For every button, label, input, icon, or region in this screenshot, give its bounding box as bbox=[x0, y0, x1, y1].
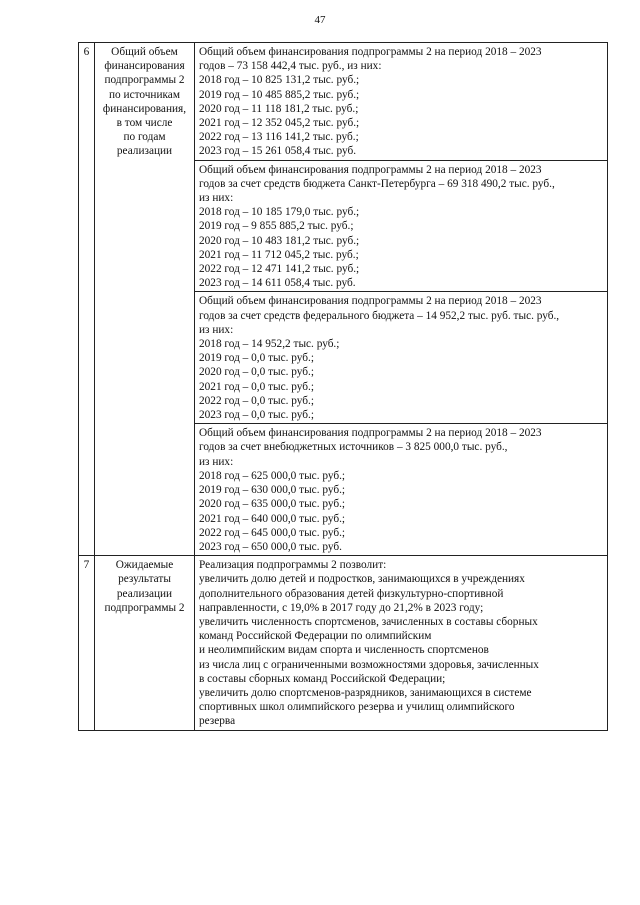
table-row-7 bbox=[79, 556, 608, 730]
table-row-6 bbox=[79, 43, 608, 161]
year-amount: 2023 год – 650 000,0 тыс. руб. bbox=[199, 540, 342, 553]
result-line: в составы сборных команд Российской Федерации; bbox=[199, 672, 446, 685]
row-label-financing bbox=[95, 43, 195, 556]
year-amount: 2022 год – 12 471 141,2 тыс. руб.; bbox=[199, 263, 360, 276]
result-line: спортивных школ олимпийского резерва и училищ олимпийского bbox=[199, 701, 515, 714]
year-amount: 2019 год – 10 485 885,2 тыс. руб.; bbox=[199, 88, 360, 101]
label-line: реализации bbox=[116, 587, 173, 600]
page-number: 47 bbox=[314, 14, 326, 26]
label-line: по источникам bbox=[109, 88, 180, 101]
label-line: подпрограммы 2 bbox=[104, 601, 185, 614]
block-heading-line: годов за счет средств бюджета Санкт-Петербурга – 69 318 490,2 тыс. руб., bbox=[199, 177, 555, 190]
result-line: Реализация подпрограммы 2 позволит: bbox=[199, 559, 387, 572]
label-line: результаты bbox=[118, 573, 171, 586]
expected-results-text bbox=[195, 556, 608, 730]
year-amount: 2020 год – 11 118 181,2 тыс. руб.; bbox=[199, 102, 359, 115]
year-amount: 2022 год – 13 116 141,2 тыс. руб.; bbox=[199, 131, 359, 144]
result-line: резерва bbox=[199, 715, 236, 728]
year-amount: 2018 год – 10 825 131,2 тыс. руб.; bbox=[199, 74, 360, 87]
block-heading-line: годов – 73 158 442,4 тыс. руб., из них: bbox=[199, 60, 382, 73]
year-amount: 2018 год – 14 952,2 тыс. руб.; bbox=[199, 338, 340, 351]
block-heading-line: из них: bbox=[199, 323, 234, 336]
result-line: команд Российской Федерации по олимпийским bbox=[199, 630, 432, 643]
label-line: финансирования bbox=[104, 60, 185, 73]
year-amount: 2021 год – 0,0 тыс. руб.; bbox=[199, 380, 314, 393]
year-amount: 2022 год – 645 000,0 тыс. руб.; bbox=[199, 526, 346, 539]
result-line: увеличить долю спортсменов-разрядников, занимающихся в системе bbox=[199, 686, 532, 699]
result-line: дополнительного образования детей физкультурно-спортивной bbox=[199, 587, 504, 600]
year-amount: 2020 год – 10 483 181,2 тыс. руб.; bbox=[199, 234, 360, 247]
financing-total-block bbox=[195, 43, 608, 161]
year-amount: 2018 год – 625 000,0 тыс. руб.; bbox=[199, 469, 346, 482]
year-amount: 2023 год – 14 611 058,4 тыс. руб. bbox=[199, 277, 356, 290]
year-amount: 2019 год – 0,0 тыс. руб.; bbox=[199, 352, 314, 365]
result-line: из числа лиц с ограниченными возможностями здоровья, зачисленных bbox=[199, 658, 539, 671]
year-amount: 2019 год – 630 000,0 тыс. руб.; bbox=[199, 484, 346, 497]
year-amount: 2023 год – 15 261 058,4 тыс. руб. bbox=[199, 145, 357, 158]
financing-regional-block bbox=[195, 160, 608, 292]
result-line: и неолимпийским видам спорта и численность спортсменов bbox=[199, 644, 489, 657]
label-line: Общий объем bbox=[111, 46, 178, 58]
label-line: реализации bbox=[116, 145, 173, 158]
year-amount: 2020 год – 635 000,0 тыс. руб.; bbox=[199, 498, 346, 511]
passport-table bbox=[78, 42, 608, 731]
year-amount: 2021 год – 11 712 045,2 тыс. руб.; bbox=[199, 248, 359, 261]
financing-extrabudgetary-block bbox=[195, 424, 608, 556]
label-line: финансирования, bbox=[102, 102, 187, 115]
result-line: увеличить численность спортсменов, зачисленных в составы сборных bbox=[199, 615, 538, 628]
block-heading-line: из них: bbox=[199, 455, 234, 468]
row-number: 6 bbox=[79, 43, 95, 556]
label-line: Ожидаемые bbox=[115, 559, 174, 572]
label-line: в том числе bbox=[116, 117, 173, 130]
block-heading-line: Общий объем финансирования подпрограммы 2 на период 2018 – 2023 bbox=[199, 427, 542, 440]
result-line: направленности, с 19,0% в 2017 году до 21,2% в 2023 году; bbox=[199, 601, 484, 614]
year-amount: 2020 год – 0,0 тыс. руб.; bbox=[199, 366, 314, 379]
year-amount: 2023 год – 0,0 тыс. руб.; bbox=[199, 409, 314, 422]
year-amount: 2021 год – 12 352 045,2 тыс. руб.; bbox=[199, 117, 360, 130]
label-line: подпрограммы 2 bbox=[104, 74, 185, 87]
year-amount: 2018 год – 10 185 179,0 тыс. руб.; bbox=[199, 206, 360, 219]
year-amount: 2021 год – 640 000,0 тыс. руб.; bbox=[199, 512, 346, 525]
row-number: 7 bbox=[79, 556, 95, 730]
block-heading-line: годов за счет внебюджетных источников – 3 825 000,0 тыс. руб., bbox=[199, 441, 508, 454]
block-heading-line: Общий объем финансирования подпрограммы 2 на период 2018 – 2023 bbox=[199, 46, 542, 58]
year-amount: 2019 год – 9 855 885,2 тыс. руб.; bbox=[199, 220, 354, 233]
row-label-expected-results bbox=[95, 556, 195, 730]
label-line: по годам bbox=[123, 131, 166, 144]
block-heading-line: Общий объем финансирования подпрограммы 2 на период 2018 – 2023 bbox=[199, 163, 542, 176]
block-heading-line: Общий объем финансирования подпрограммы 2 на период 2018 – 2023 bbox=[199, 295, 542, 308]
result-line: увеличить долю детей и подростков, занимающихся в учреждениях bbox=[199, 573, 525, 586]
block-heading-line: годов за счет средств федерального бюджета – 14 952,2 тыс. руб. тыс. руб., bbox=[199, 309, 560, 322]
financing-federal-block bbox=[195, 292, 608, 424]
block-heading-line: из них: bbox=[199, 192, 234, 205]
year-amount: 2022 год – 0,0 тыс. руб.; bbox=[199, 394, 314, 407]
